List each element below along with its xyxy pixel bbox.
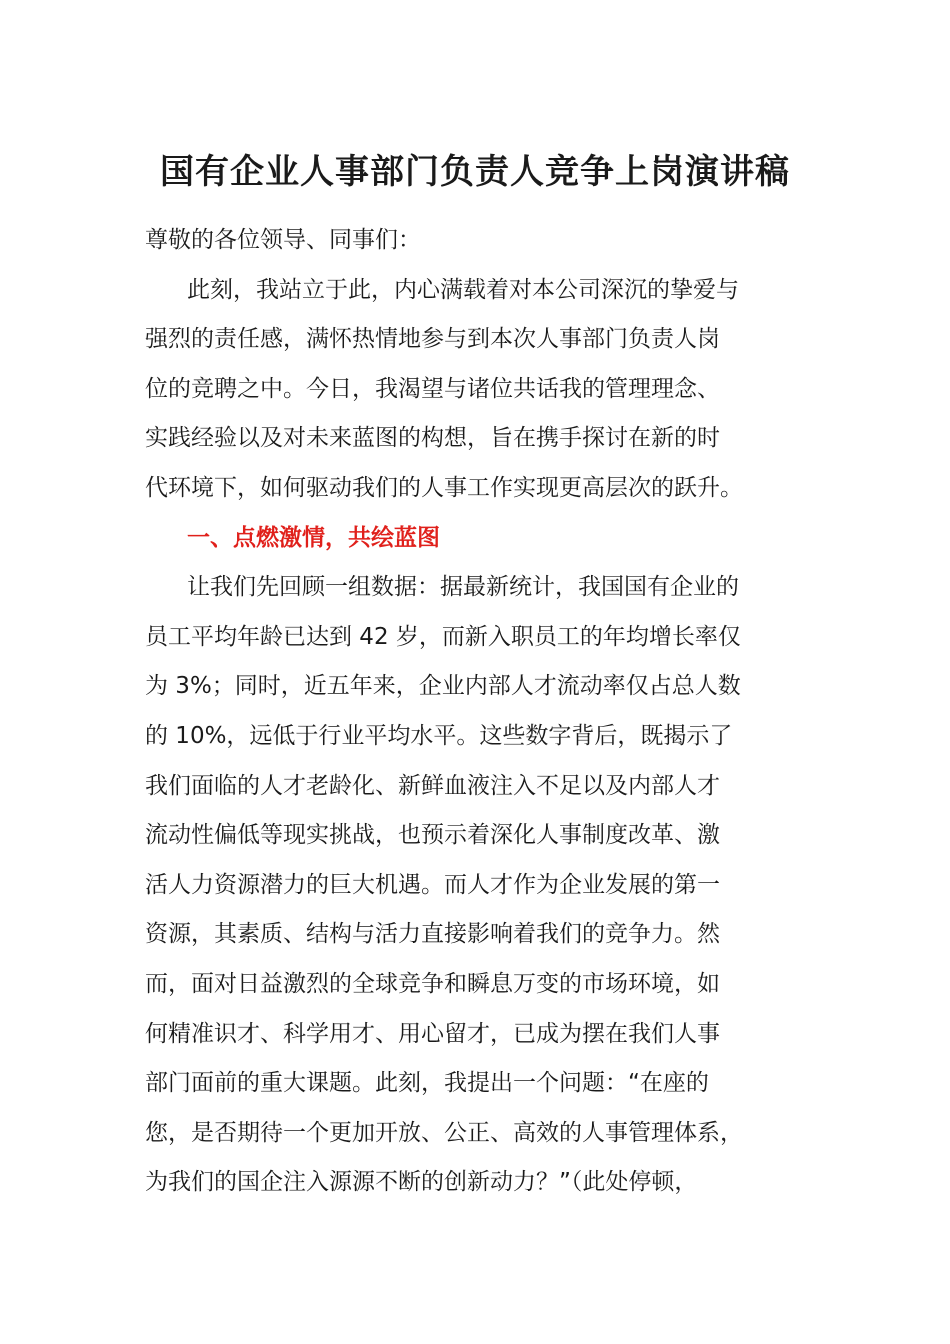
paragraph-line: 而，面对日益激烈的全球竞争和瞬息万变的市场环境，如 xyxy=(145,970,720,997)
paragraph-line: 资源，其素质、结构与活力直接影响着我们的竞争力。然 xyxy=(145,921,720,948)
paragraph-line: 强烈的责任感，满怀热情地参与到本次人事部门负责人岗 xyxy=(145,326,720,353)
paragraph-line: 为我们的国企注入源源不断的创新动力？”（此处停顿， xyxy=(145,1169,698,1196)
paragraph-line: 此刻，我站立于此，内心满载着对本公司深沉的挚爱与 xyxy=(187,276,739,303)
paragraph-line: 为 3%；同时，近五年来，企业内部人才流动率仅占总人数 xyxy=(145,673,741,700)
section-heading: 一、点燃激情，共绘蓝图 xyxy=(187,524,440,551)
paragraph-line: 代环境下，如何驱动我们的人事工作实现更高层次的跃升。 xyxy=(145,474,743,501)
paragraph-line: 员工平均年龄已达到 42 岁，而新入职员工的年均增长率仅 xyxy=(145,623,741,650)
paragraph-line: 何精准识才、科学用才、用心留才，已成为摆在我们人事 xyxy=(145,1020,720,1047)
paragraph-line: 您，是否期待一个更加开放、公正、高效的人事管理体系， xyxy=(145,1119,743,1146)
paragraph-line: 我们面临的人才老龄化、新鲜血液注入不足以及内部人才 xyxy=(145,772,720,799)
document-body xyxy=(145,216,805,1208)
paragraph-line: 位的竞聘之中。今日，我渴望与诸位共话我的管理理念、 xyxy=(145,375,720,402)
paragraph-line: 流动性偏低等现实挑战，也预示着深化人事制度改革、激 xyxy=(145,822,720,849)
paragraph-line: 的 10%，远低于行业平均水平。这些数字背后，既揭示了 xyxy=(145,722,733,749)
paragraph-line: 活人力资源潜力的巨大机遇。而人才作为企业发展的第一 xyxy=(145,871,720,898)
paragraph-line: 让我们先回顾一组数据：据最新统计，我国国有企业的 xyxy=(187,574,739,601)
paragraph-line: 部门面前的重大课题。此刻，我提出一个问题：“在座的 xyxy=(145,1070,709,1097)
paragraph-line: 实践经验以及对未来蓝图的构想，旨在携手探讨在新的时 xyxy=(145,425,720,452)
salutation: 尊敬的各位领导、同事们： xyxy=(145,227,421,253)
document-title: 国有企业人事部门负责人竞争上岗演讲稿 xyxy=(160,152,790,192)
